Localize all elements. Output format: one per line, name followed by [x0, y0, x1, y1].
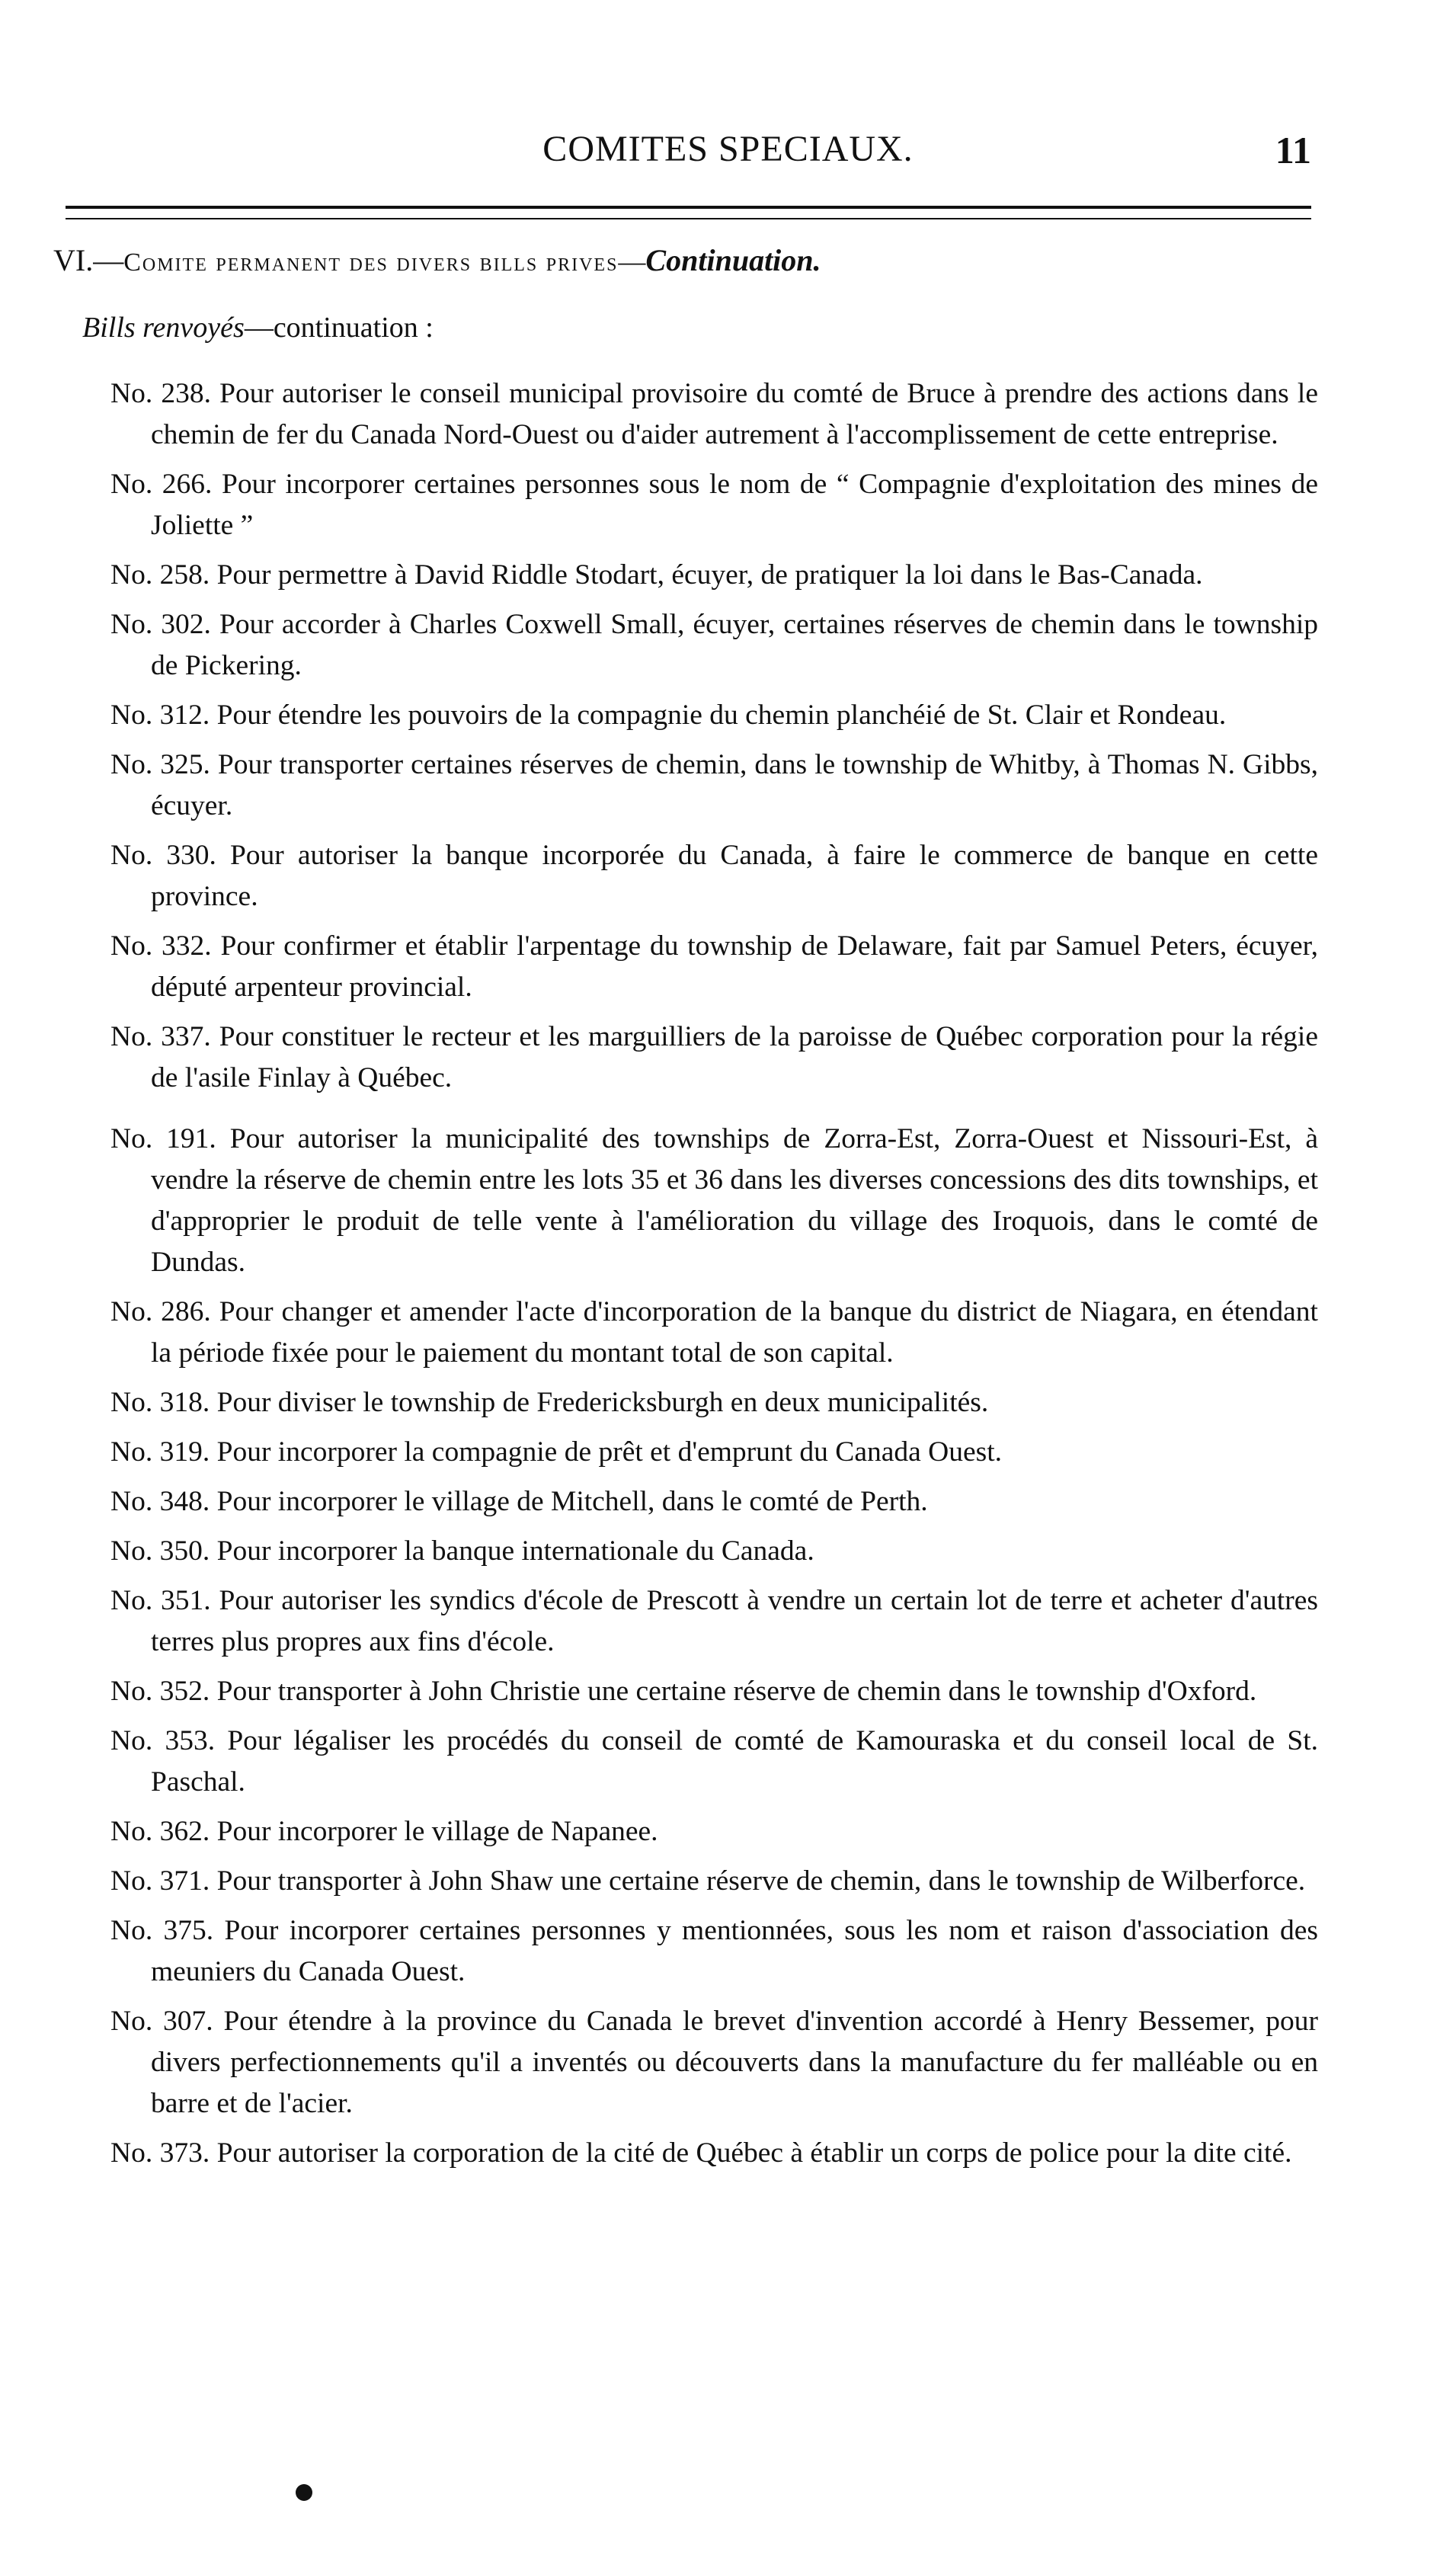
- bill-text: Pour autoriser la municipalité des townships de Zorra-Est, Zorra-Ouest et Nissouri-Est, à vendre la réserve de chemin entre les lots 35 et 36 dans les diverses concessions des dits townships, et d'approprier le produit de telle vente à l'amélioration du village des Iroquois, dans le comté de Dundas.: [151, 1123, 1318, 1278]
- bill-number: No. 350.: [110, 1535, 210, 1567]
- bill-number: No. 332.: [110, 930, 212, 962]
- bill-text: Pour accorder à Charles Coxwell Small, écuyer, certaines réserves de chemin dans le township de Pickering.: [151, 609, 1318, 681]
- bill-entry: [110, 1721, 1318, 1803]
- bill-entry: [110, 1580, 1318, 1663]
- bill-number: No. 258.: [110, 559, 210, 591]
- bill-number: No. 319.: [110, 1436, 210, 1468]
- bill-entry: [110, 744, 1318, 827]
- bill-text: Pour incorporer la compagnie de prêt et d'emprunt du Canada Ouest.: [216, 1436, 1002, 1468]
- bill-entry: [110, 1531, 1318, 1572]
- bill-number: No. 191.: [110, 1123, 216, 1154]
- bill-entry: [110, 464, 1318, 546]
- bill-entry: [110, 373, 1318, 456]
- bill-text: Pour transporter à John Shaw une certaine réserve de chemin, dans le township de Wilberforce.: [216, 1865, 1306, 1897]
- subheading: [82, 311, 434, 344]
- bill-number: No. 353.: [110, 1725, 216, 1756]
- bill-entry: [110, 1292, 1318, 1374]
- double-rule-divider: [66, 206, 1311, 219]
- section-number: VI.—: [53, 243, 124, 277]
- bill-entry: [110, 1481, 1318, 1522]
- bill-text: Pour transporter certaines réserves de chemin, dans le township de Whitby, à Thomas N. Gibbs, écuyer.: [151, 749, 1318, 821]
- bill-number: No. 330.: [110, 840, 216, 871]
- page-number: 11: [1275, 129, 1311, 171]
- bill-entry: [110, 1382, 1318, 1423]
- bill-number: No. 337.: [110, 1021, 211, 1052]
- bill-entry: [110, 1671, 1318, 1712]
- bill-number: No. 373.: [110, 2137, 210, 2169]
- bill-text: Pour confirmer et établir l'arpentage du township de Delaware, fait par Samuel Peters, écuyer, député arpenteur provincial.: [151, 930, 1319, 1003]
- bill-number: No. 325.: [110, 749, 210, 780]
- running-head: [0, 128, 1456, 181]
- bill-text: Pour incorporer la banque internationale du Canada.: [216, 1535, 814, 1567]
- bill-text: Pour diviser le township de Fredericksburgh en deux municipalités.: [216, 1387, 989, 1418]
- running-title: COMITES SPECIAUX.: [542, 129, 914, 169]
- bill-list: [110, 373, 1318, 2182]
- bill-entry: [110, 1119, 1318, 1283]
- bill-entry: [110, 1432, 1318, 1473]
- bill-text: Pour autoriser la corporation de la cité de Québec à établir un corps de police pour la dite cité.: [216, 2137, 1292, 2169]
- subheading-label: Bills renvoyés: [82, 312, 245, 344]
- bill-number: No. 318.: [110, 1387, 210, 1418]
- bill-text: Pour autoriser les syndics d'école de Prescott à vendre un certain lot de terre et acheter d'autres terres plus propres aux fins d'école.: [151, 1585, 1319, 1657]
- bill-number: No. 352.: [110, 1676, 210, 1707]
- bill-text: Pour étendre à la province du Canada le brevet d'invention accordé à Henry Bessemer, pour divers perfectionnements qu'il a inventés ou découverts dans la manufacture du fer malléable ou en barre et de l'acier.: [151, 2006, 1318, 2119]
- bill-entry: [110, 555, 1318, 596]
- bill-number: No. 286.: [110, 1296, 211, 1327]
- ink-dot-ornament: [296, 2484, 312, 2501]
- bill-number: No. 351.: [110, 1585, 211, 1616]
- subheading-suffix: —continuation :: [244, 312, 434, 344]
- bill-entry: [110, 2133, 1318, 2174]
- bill-entry: [110, 604, 1318, 687]
- bill-text: Pour incorporer le village de Napanee.: [216, 1816, 658, 1847]
- bill-entry: [110, 835, 1318, 917]
- bill-text: Pour légaliser les procédés du conseil de comté de Kamouraska et du conseil local de St. Paschal.: [151, 1725, 1319, 1798]
- continuation-label: Continuation.: [645, 243, 821, 277]
- bill-text: Pour étendre les pouvoirs de la compagnie du chemin planchéié de St. Clair et Rondeau.: [216, 700, 1227, 731]
- bill-text: Pour transporter à John Christie une certaine réserve de chemin dans le township d'Oxford.: [216, 1676, 1257, 1707]
- bill-entry: [110, 2001, 1318, 2124]
- bill-entry: [110, 1811, 1318, 1852]
- bill-entry: [110, 695, 1318, 736]
- bill-text: Pour incorporer certaines personnes y mentionnées, sous les nom et raison d'association des meuniers du Canada Ouest.: [151, 1915, 1318, 1987]
- bill-entry: [110, 1017, 1318, 1099]
- bill-number: No. 312.: [110, 700, 210, 731]
- heading-dash: —: [618, 246, 646, 277]
- bill-entry: [110, 1910, 1318, 1993]
- bill-number: No. 302.: [110, 609, 211, 640]
- bill-entry: [110, 1861, 1318, 1902]
- bill-entry: [110, 926, 1318, 1008]
- bill-text: Pour incorporer le village de Mitchell, dans le comté de Perth.: [216, 1486, 928, 1517]
- bill-text: Pour autoriser le conseil municipal provisoire du comté de Bruce à prendre des actions dans le chemin de fer du Canada Nord-Ouest ou d'aider autrement à l'accomplissement de cette entreprise.: [151, 378, 1318, 450]
- bill-number: No. 348.: [110, 1486, 210, 1517]
- bill-text: Pour constituer le recteur et les marguilliers de la paroisse de Québec corporation pour la régie de l'asile Finlay à Québec.: [151, 1021, 1318, 1093]
- bill-number: No. 371.: [110, 1865, 210, 1897]
- committee-name: Comite permanent des divers bills prives: [123, 248, 619, 277]
- bill-number: No. 266.: [110, 469, 213, 500]
- bill-number: No. 307.: [110, 2006, 213, 2037]
- bill-number: No. 238.: [110, 378, 211, 409]
- bill-text: Pour permettre à David Riddle Stodart, écuyer, de pratiquer la loi dans le Bas-Canada.: [216, 559, 1203, 591]
- bill-number: No. 375.: [110, 1915, 214, 1946]
- bill-text: Pour incorporer certaines personnes sous le nom de “ Compagnie d'exploitation des mines de Joliette ”: [151, 469, 1318, 541]
- bill-text: Pour changer et amender l'acte d'incorporation de la banque du district de Niagara, en étendant la période fixée pour le paiement du montant total de son capital.: [151, 1296, 1318, 1369]
- bill-number: No. 362.: [110, 1816, 210, 1847]
- bill-text: Pour autoriser la banque incorporée du Canada, à faire le commerce de banque en cette province.: [151, 840, 1318, 912]
- section-heading: [53, 242, 821, 278]
